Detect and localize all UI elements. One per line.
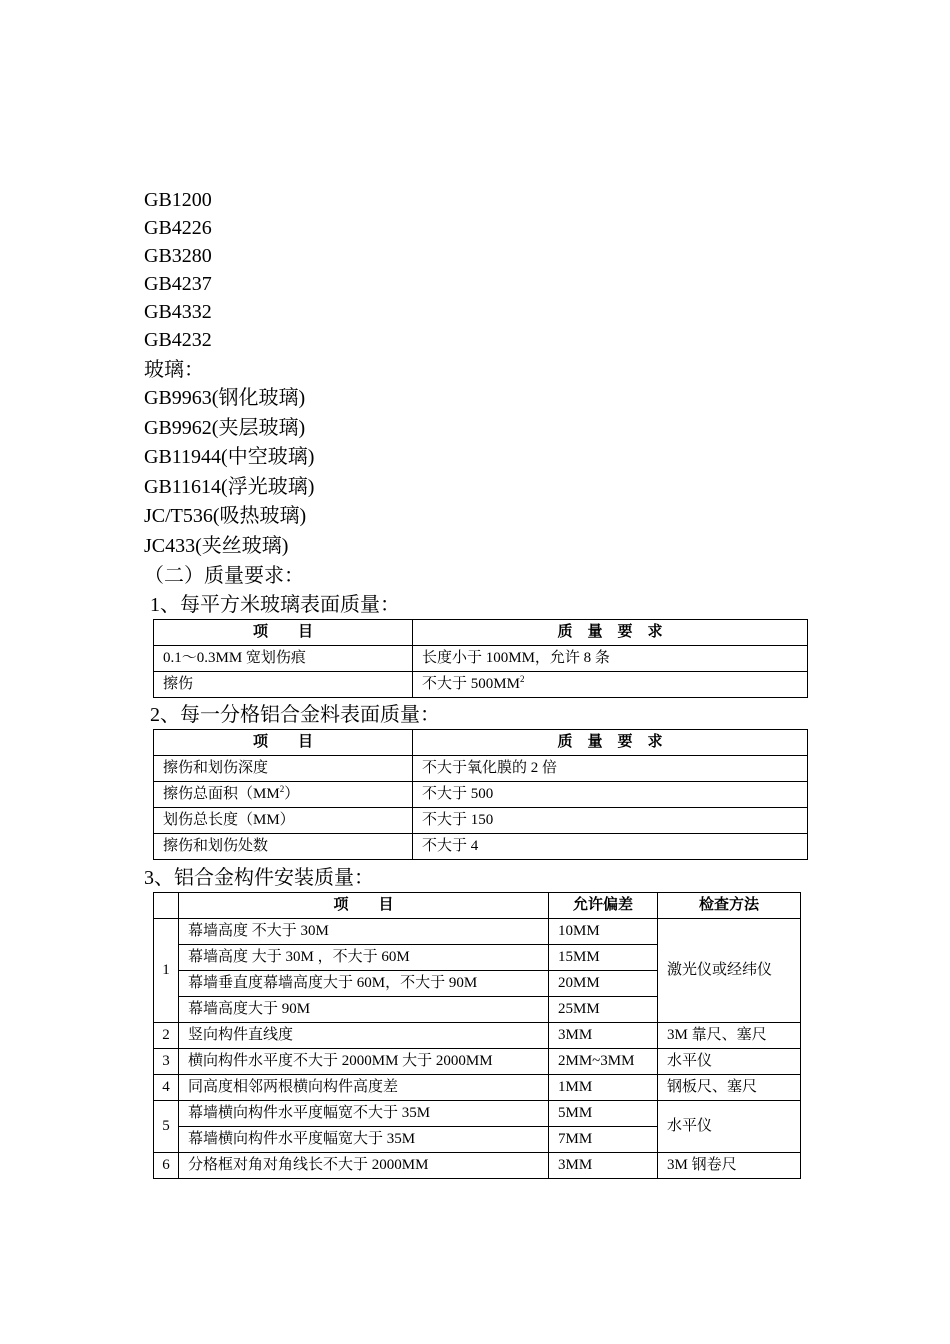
table-header-row xyxy=(154,893,801,919)
requirement-text: 不大于 500MM xyxy=(422,676,520,692)
tolerance-cell: 20MM xyxy=(549,971,658,997)
standard-line: GB4232 xyxy=(144,329,212,351)
tolerance-cell: 3MM xyxy=(549,1153,658,1179)
requirement-cell: 不大于氧化膜的 2 倍 xyxy=(413,756,808,782)
glass-standard-line: JC433(夹丝玻璃) xyxy=(144,535,289,557)
item-cell: 擦伤 xyxy=(154,672,413,698)
row-number: 6 xyxy=(154,1153,179,1179)
item-text: 擦伤总面积（MM xyxy=(163,786,280,802)
table-row xyxy=(154,808,808,834)
tolerance-cell: 25MM xyxy=(549,997,658,1023)
requirement-cell: 不大于 4 xyxy=(413,834,808,860)
standard-line: GB4226 xyxy=(144,217,212,239)
item-cell: 幕墙高度 大于 30M ，不大于 60M xyxy=(179,945,549,971)
tolerance-cell: 3MM xyxy=(549,1023,658,1049)
table-row xyxy=(154,1049,801,1075)
requirement-cell: 不大于 150 xyxy=(413,808,808,834)
glass-heading: 玻璃： xyxy=(144,359,204,381)
glass-standard-line: GB9962(夹层玻璃) xyxy=(144,417,306,439)
item-cell: 横向构件水平度不大于 2000MM 大于 2000MM xyxy=(179,1049,549,1075)
superscript: 2 xyxy=(279,784,285,794)
requirement-cell xyxy=(413,672,808,698)
table3-title: 3、铝合金构件安装质量： xyxy=(144,867,374,889)
row-number: 2 xyxy=(154,1023,179,1049)
table-row xyxy=(154,919,801,945)
glass-standard-line: GB9963(钢化玻璃) xyxy=(144,387,306,409)
table-header-row xyxy=(154,730,808,756)
table-row xyxy=(154,1153,801,1179)
method-cell: 3M 钢卷尺 xyxy=(658,1153,801,1179)
table-header-row xyxy=(154,620,808,646)
glass-quality-table xyxy=(153,619,808,698)
item-cell: 幕墙高度大于 90M xyxy=(179,997,549,1023)
tolerance-cell: 15MM xyxy=(549,945,658,971)
tolerance-cell: 7MM xyxy=(549,1127,658,1153)
item-cell: 竖向构件直线度 xyxy=(179,1023,549,1049)
tolerance-cell: 2MM~3MM xyxy=(549,1049,658,1075)
table-row xyxy=(154,782,808,808)
item-cell xyxy=(154,782,413,808)
item-cell: 0.1～0.3MM 宽划伤痕 xyxy=(154,646,413,672)
item-cell: 同高度相邻两根横向构件高度差 xyxy=(179,1075,549,1101)
item-cell: 划伤总长度（MM） xyxy=(154,808,413,834)
table-row xyxy=(154,834,808,860)
header-tolerance: 允许偏差 xyxy=(549,893,658,919)
item-text-tail: ） xyxy=(284,786,300,802)
item-cell: 幕墙横向构件水平度幅宽大于 35M xyxy=(179,1127,549,1153)
requirement-cell: 长度小于 100MM，允许 8 条 xyxy=(413,646,808,672)
standard-line: GB3280 xyxy=(144,245,212,267)
table-row xyxy=(154,1101,801,1127)
glass-standard-line: JC/T536(吸热玻璃) xyxy=(144,505,307,527)
glass-standard-line: GB11614(浮光玻璃) xyxy=(144,476,315,498)
item-cell: 幕墙横向构件水平度幅宽不大于 35M xyxy=(179,1101,549,1127)
item-cell: 擦伤和划伤深度 xyxy=(154,756,413,782)
method-cell: 水平仪 xyxy=(658,1101,801,1153)
requirement-cell: 不大于 500 xyxy=(413,782,808,808)
table1-title: 1、每平方米玻璃表面质量： xyxy=(150,594,400,616)
row-number: 3 xyxy=(154,1049,179,1075)
tolerance-cell: 1MM xyxy=(549,1075,658,1101)
header-item: 项 目 xyxy=(179,893,549,919)
method-cell: 3M 靠尺、塞尺 xyxy=(658,1023,801,1049)
row-number: 1 xyxy=(154,919,179,1023)
header-item: 项 目 xyxy=(154,620,413,646)
item-cell: 幕墙垂直度幕墙高度大于 60M，不大于 90M xyxy=(179,971,549,997)
standard-line: GB4237 xyxy=(144,273,212,295)
standard-line: GB4332 xyxy=(144,301,212,323)
header-requirement: 质 量 要 求 xyxy=(413,620,808,646)
table-row xyxy=(154,1023,801,1049)
standard-line: GB1200 xyxy=(144,189,212,211)
item-cell: 擦伤和划伤处数 xyxy=(154,834,413,860)
table2-title: 2、每一分格铝合金料表面质量： xyxy=(150,704,440,726)
item-cell: 分格框对角对角线长不大于 2000MM xyxy=(179,1153,549,1179)
table-row xyxy=(154,1075,801,1101)
aluminum-quality-table xyxy=(153,729,808,860)
table-row xyxy=(154,756,808,782)
installation-quality-table xyxy=(153,892,801,1179)
tolerance-cell: 5MM xyxy=(549,1101,658,1127)
table-row xyxy=(154,646,808,672)
table-row xyxy=(154,672,808,698)
header-requirement: 质 量 要 求 xyxy=(413,730,808,756)
header-item: 项 目 xyxy=(154,730,413,756)
method-cell: 激光仪或经纬仪 xyxy=(658,919,801,1023)
header-method: 检查方法 xyxy=(658,893,801,919)
superscript: 2 xyxy=(519,674,525,684)
section-title: （二）质量要求： xyxy=(144,565,304,587)
row-number: 4 xyxy=(154,1075,179,1101)
header-number xyxy=(154,893,179,919)
item-cell: 幕墙高度 不大于 30M xyxy=(179,919,549,945)
method-cell: 水平仪 xyxy=(658,1049,801,1075)
row-number: 5 xyxy=(154,1101,179,1153)
method-cell: 钢板尺、塞尺 xyxy=(658,1075,801,1101)
tolerance-cell: 10MM xyxy=(549,919,658,945)
glass-standard-line: GB11944(中空玻璃) xyxy=(144,446,315,468)
